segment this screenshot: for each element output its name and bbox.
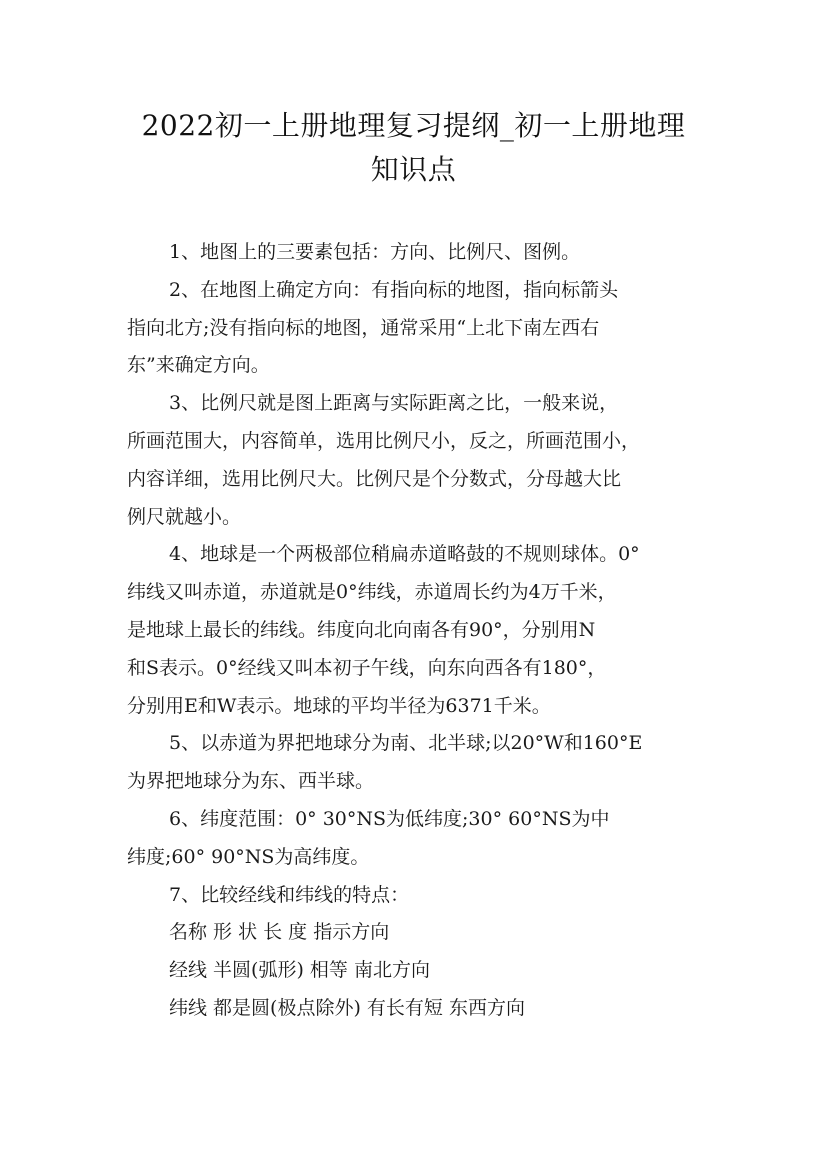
text-line: 5、以赤道为界把地球分为南、北半球;以20°W和160°E [169, 732, 643, 755]
text-line: 2、在地图上确定方向：有指向标的地图，指向标箭头 [169, 278, 619, 301]
text-line: 例尺就越小。 [127, 505, 242, 528]
text-line: 分别用E和W表示。地球的平均半径为6371千米。 [127, 694, 551, 717]
text-line: 3、比例尺就是图上距离与实际距离之比，一般来说， [169, 392, 619, 415]
text-line: 4、地球是一个两极部位稍扁赤道略鼓的不规则球体。0° [169, 543, 640, 566]
text-line: 指向北方;没有指向标的地图，通常采用“上北下南左西右 [127, 316, 600, 339]
text-line: 1、地图上的三要素包括：方向、比例尺、图例。 [169, 241, 581, 263]
document-body [127, 234, 737, 1028]
text-line: 纬度;60° 90°NS为高纬度。 [127, 845, 370, 868]
text-line: 为界把地球分为东、西半球。 [127, 770, 375, 793]
title-line-2: 知识点 [370, 153, 457, 186]
text-line: 纬线 都是圆(极点除外) 有长有短 东西方向 [169, 996, 525, 1019]
text-line: 是地球上最长的纬线。纬度向北向南各有90°，分别用N [127, 618, 596, 641]
title-line-1: 2022初一上册地理复习提纲_初一上册地理 [141, 109, 686, 142]
text-line: 6、纬度范围：0° 30°NS为低纬度;30° 60°NS为中 [169, 807, 610, 830]
text-line: 和S表示。0°经线又叫本初子午线，向东向西各有180°， [127, 656, 607, 679]
document-title [100, 104, 727, 192]
text-line: 7、比较经线和纬线的特点： [169, 883, 410, 906]
text-line: 经线 半圆(弧形) 相等 南北方向 [169, 959, 430, 982]
text-line: 名称 形 状 长 度 指示方向 [169, 921, 390, 944]
text-line: 所画范围大，内容简单，选用比例尺小，反之，所画范围小， [127, 429, 641, 452]
text-line: 纬线又叫赤道，赤道就是0°纬线，赤道周长约为4万千米， [127, 581, 617, 604]
text-line: 内容详细，选用比例尺大。比例尺是个分数式，分母越大比 [127, 467, 622, 490]
text-line: 东”来确定方向。 [127, 354, 270, 377]
